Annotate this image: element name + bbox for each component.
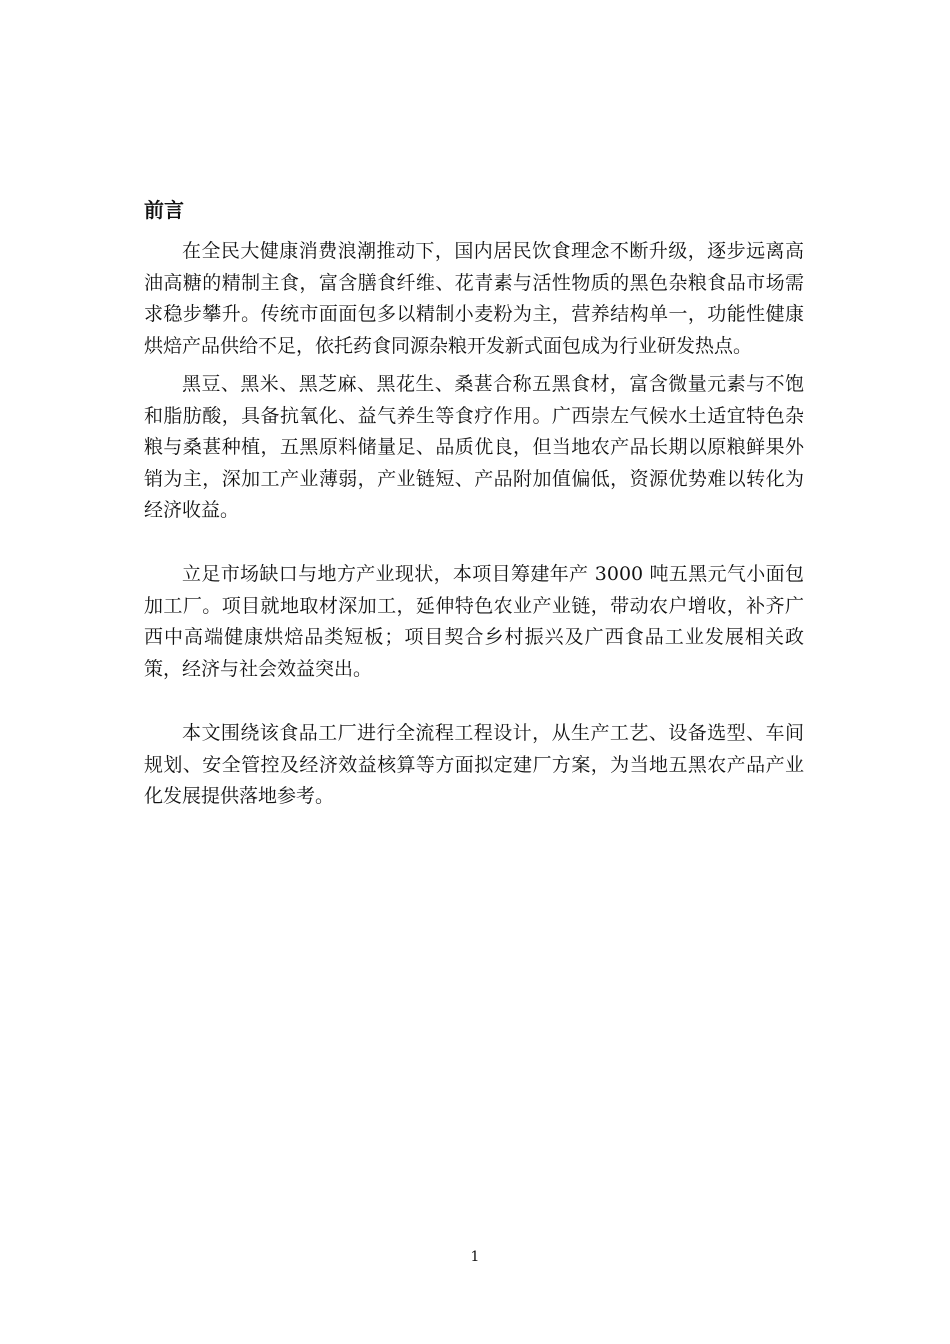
section-heading: 前言	[144, 198, 184, 222]
paragraph-1: 在全民大健康消费浪潮推动下，国内居民饮食理念不断升级，逐步远离高油高糖的精制主食，富含膳食纤维、花青素与活性物质的黑色杂粮食品市场需求稳步攀升。传统市面面包多以精制小麦粉为主，营养结构单一，功能性健康烘焙产品供给不足，依托药食同源杂粮开发新式面包成为行业研发热点。	[144, 240, 804, 357]
paragraph-2: 黑豆、黑米、黑芝麻、黑花生、桑葚合称五黑食材，富含微量元素与不饱和脂肪酸，具备抗氧化、益气养生等食疗作用。广西崇左气候水土适宜特色杂粮与桑葚种植，五黑原料储量足、品质优良，但当地农产品长期以原粮鲜果外销为主，深加工产业薄弱，产业链短、产品附加值偏低，资源优势难以转化为经济收益。	[144, 373, 804, 521]
paragraph-4: 本文围绕该食品工厂进行全流程工程设计，从生产工艺、设备选型、车间规划、安全管控及经济效益核算等方面拟定建厂方案，为当地五黑农产品产业化发展提供落地参考。	[144, 722, 804, 807]
paragraph-3: 立足市场缺口与地方产业现状，本项目筹建年产 3000 吨五黑元气小面包加工厂。项目就地取材深加工，延伸特色农业产业链，带动农户增收，补齐广西中高端健康烘焙品类短板；项目契合乡村振兴及广西食品工业发展相关政策，经济与社会效益突出。	[144, 563, 804, 680]
page-number: 1	[470, 1249, 480, 1265]
